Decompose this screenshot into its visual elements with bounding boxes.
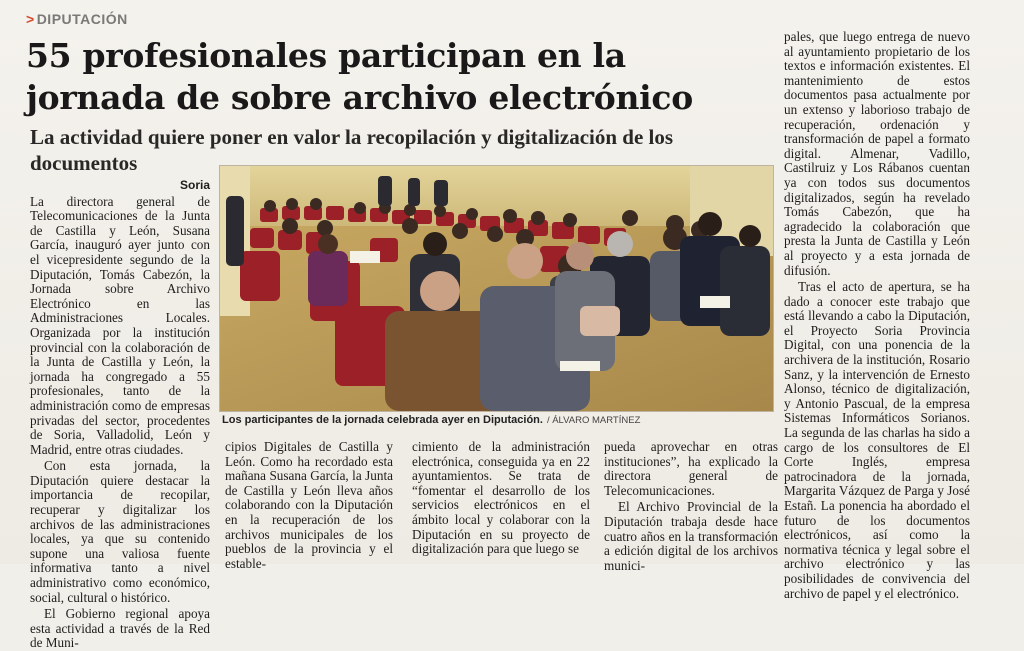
paragraph: Con esta jornada, la Diputación quiere destacar la importancia de recopilar, recuperar y digitalizar los archivos de las administraciones locales, ya que su contenido supone una valiosa fuente informativa tanto a nivel administrativo como económico, social, cultural o histórico.: [30, 458, 210, 605]
paragraph: cipios Digitales de Castilla y León. Como ha recordado esta mañana Susana García, la Junta de Castilla y León lleva años colaborando con la Diputación en la recuperación de los archivos municipales de los pueblos de la provincia y el estable-: [225, 439, 393, 571]
photo-credit: / ÁLVARO MARTÍNEZ: [546, 415, 641, 426]
article-column-4: [604, 439, 778, 573]
paragraph: Tras el acto de apertura, se ha dado a conocer este trabajo que está llevando a cabo la Diputación, el Proyecto Soria Provincia Digital, con una ponencia de la archivera de la institución, Rosario Sanz, y la intervención de Ernesto Alonso, técnico de digitalización, y Antonio Pascual, de la empresa Sistemas Informáticos Sorianos. La segunda de las charlas ha sido a cargo de los consultores de El Corte Inglés, empresa patrocinadora de la jornada, Margarita Vázquez de Parga y José Estañ. La ponencia ha abordado el futuro de los documentos electrónicos, así como la normativa técnica y legal sobre el archivo electrónico y las posibilidades de convivencia del archivo de papel y el electrónico.: [784, 279, 970, 601]
photo-caption: [222, 414, 782, 426]
paragraph: La directora general de Telecomunicaciones de la Junta de Castilla y León, Susana García, inauguró ayer junto con el vicepresidente segundo de la Diputación, Tomás Cabezón, la Jornada sobre Archivo Electrónico en las Administraciones Locales. Organizada por la institución provincial con la colaboración de la Junta de Castilla y León, la jornada ha congregado a 55 profesionales, tanto de la administración como de empresas privadas del sector, procedentes de Soria, Valladolid, León y Madrid, entre otras ciudades.: [30, 193, 210, 457]
event-photo: [219, 165, 774, 412]
paragraph: pales, que luego entrega de nuevo al ayuntamiento propietario de los textos e información existentes. El mantenimiento de estos documentos pasa actualmente por un extenso y laborioso trabajo de recuperación, ordenación y transformación de papel a formato digital. Almenar, Vadillo, Castilruiz y Los Rábanos cuentan ya con todos sus documentos digitalizados, según ha revelado Tomás Cabezón, que ha agradecido la colaboración que presta la Junta de Castilla y León al proyecto y a esta jornada de difusión.: [784, 29, 970, 278]
section-label: [26, 11, 128, 27]
subheadline: La actividad quiere poner en valor la recopilación y digitalización de los documentos: [30, 125, 674, 175]
section-name: DIPUTACIÓN: [36, 11, 128, 27]
article-column-1: [30, 178, 210, 651]
article-column-2: [225, 439, 393, 571]
caption-text: Los participantes de la jornada celebrada ayer en Diputación.: [222, 414, 543, 426]
paragraph: El Archivo Provincial de la Diputación trabaja desde hace cuatro años en la transformación a edición digital de los archivos munici-: [604, 499, 778, 573]
article-column-5: [784, 29, 970, 601]
headline: 55 profesionales participan en la jornada de sobre archivo electrónico: [26, 36, 693, 117]
section-chevron: >: [26, 11, 35, 27]
paragraph: pueda aprovechar en otras instituciones”, ha explicado la directora general de Telecomunicaciones.: [604, 439, 778, 498]
paragraph: El Gobierno regional apoya esta actividad a través de la Red de Muni-: [30, 606, 210, 651]
paragraph: cimiento de la administración electrónica, conseguida ya en 22 ayuntamientos. Se trata de “fomentar el desarrollo de los servicios electrónicos en el ámbito local y colaborar con la Diputación en su proyecto de digitalización para que luego se: [412, 439, 590, 557]
article-column-3: [412, 439, 590, 557]
audience-photo-illustration: [220, 166, 773, 411]
dateline: Soria: [179, 178, 210, 192]
